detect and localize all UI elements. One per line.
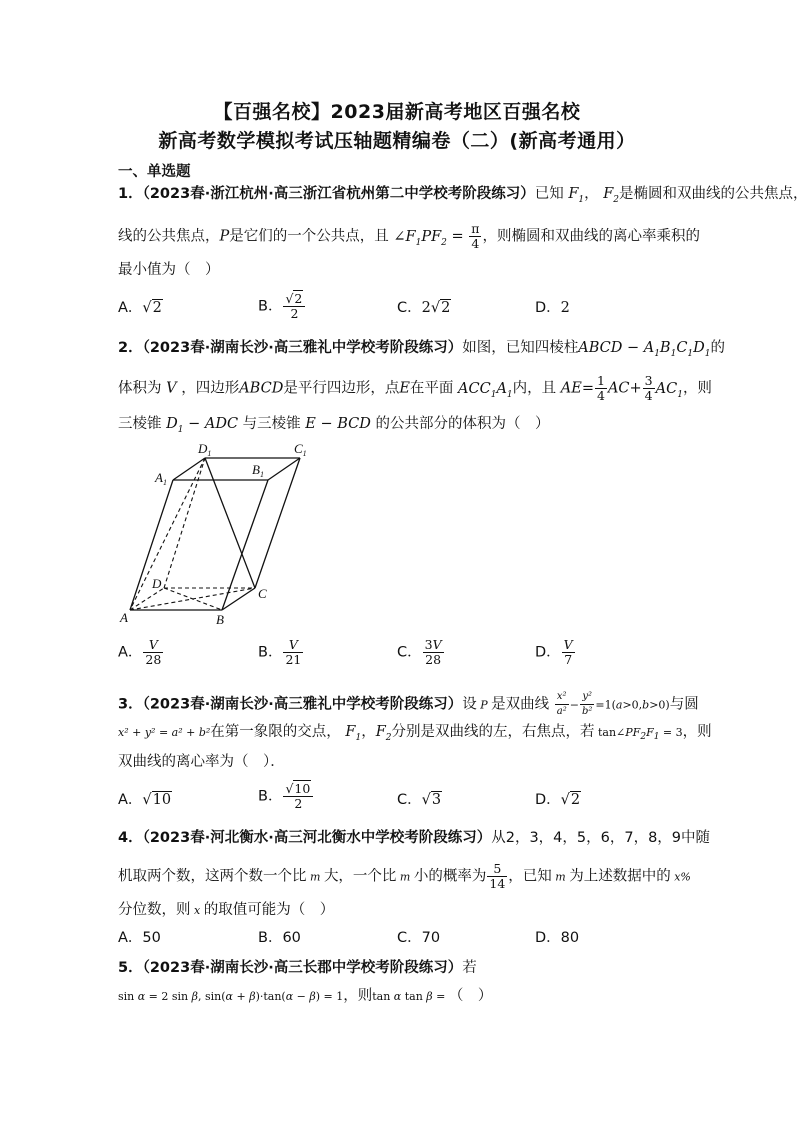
label-b1: $B_1$ <box>252 462 264 479</box>
page-title-line1: 【百强名校】2023届新高考地区百强名校 <box>213 101 581 123</box>
label-a1: $A_1$ <box>155 470 167 487</box>
question-number: 4． <box>118 830 143 846</box>
section-heading: 一、单选题 <box>118 164 191 180</box>
edge-bc <box>222 588 255 610</box>
option-d[interactable]: D．√2 <box>535 792 581 808</box>
option-a[interactable]: A．50 <box>118 930 161 946</box>
question-3-line3: 双曲线的离心率为（ ）． <box>118 754 285 770</box>
option-c[interactable]: C． $\frac{3V}{28}$ <box>397 637 442 667</box>
question-4-line2: 机取两个数，这两个数一个比 m 大，一个比 m 小的概率为 $\frac{5}{14}$ ，已知 m 为上述数据中的 x% <box>118 861 691 891</box>
question-2-line1: 2．（2023春·湖南长沙·高三雅礼中学校考阶段练习）如图，已知四棱柱ABCD − $A_1B_1C_1D_1$的 <box>118 340 726 359</box>
question-source: （2023春·湖南长沙·高三长郡中学校考阶段练习） <box>142 960 463 976</box>
label-d1: $D_1$ <box>198 441 212 458</box>
option-b[interactable]: B．60 <box>258 930 301 946</box>
option-a[interactable]: A．√2 <box>118 300 162 316</box>
page-title-line2: 新高考数学模拟考试压轴题精编卷（二）(新高考通用） <box>158 130 636 152</box>
label-d: D <box>152 576 162 591</box>
question-4-line3: 分位数，则 x 的取值可能为（ ） <box>118 902 335 918</box>
edge-dd1 <box>164 458 205 588</box>
edge-a1d1 <box>173 458 205 480</box>
edge-d1c <box>205 458 255 588</box>
question-source: （2023春·湖南长沙·高三雅礼中学校考阶段练习） <box>142 696 463 713</box>
question-3-line2: x² + y² = a² + b²在第一象限的交点， $F_1$，$F_2$分别是双曲线的左，右焦点，若 $\tan\angle PF_2F_1 = 3$，则 <box>118 724 712 743</box>
diag-db <box>164 588 222 610</box>
option-b[interactable]: B． $\frac{√2}{2}$ <box>258 292 306 321</box>
question-1-line2: 线的公共焦点，P是它们的一个公共点，且 $\angle F_1PF_2$ = $\frac{\pi}{4}$ ，则椭圆和双曲线的离心率乘积的 <box>118 221 700 251</box>
question-5-line1: 5．（2023春·湖南长沙·高三长郡中学校考阶段练习）若 <box>118 960 477 976</box>
option-d[interactable]: D． $\frac{V}{7}$ <box>535 637 573 667</box>
option-d[interactable]: D．80 <box>535 930 580 946</box>
question-4-line1: 4．（2023春·河北衡水·高三河北衡水中学校考阶段练习）从2，3，4，5，6，7，8，9中随 <box>118 830 711 846</box>
question-source: （2023春·湖南长沙·高三雅礼中学校考阶段练习） <box>142 340 463 356</box>
option-d[interactable]: D．2 <box>535 300 570 316</box>
label-c1: $C_1$ <box>294 441 307 458</box>
question-number: 3． <box>118 696 143 713</box>
option-b[interactable]: B． $\frac{√10}{2}$ <box>258 782 314 811</box>
question-source: （2023春·河北衡水·高三河北衡水中学校考阶段练习） <box>142 830 492 846</box>
edge-d1a <box>130 458 205 610</box>
label-a: A <box>120 610 128 625</box>
option-a[interactable]: A． $\frac{V}{28}$ <box>118 637 162 667</box>
option-a[interactable]: A．√10 <box>118 792 172 808</box>
edge-b1c1 <box>268 458 300 480</box>
option-c[interactable]: C．70 <box>397 930 441 946</box>
question-number: 5． <box>118 960 143 976</box>
label-c: C <box>258 586 267 601</box>
option-b[interactable]: B． $\frac{V}{21}$ <box>258 637 302 667</box>
question-2-line3: 三棱锥 $D_1$ − ADC 与三棱锥 E − BCD 的公共部分的体积为（ ） <box>118 416 550 435</box>
question-1-line1: 1．（2023春·浙江杭州·高三浙江省杭州第二中学校考阶段练习）已知 $F_1$， $F_2$是椭圆和双曲线的公共焦点， <box>118 186 808 205</box>
question-1-line3: 最小值为（ ） <box>118 262 220 278</box>
option-c[interactable]: C．2√2 <box>397 300 451 316</box>
label-b: B <box>216 612 224 627</box>
question-number: 1． <box>118 186 143 202</box>
question-source: （2023春·浙江杭州·高三浙江省杭州第二中学校考阶段练习） <box>142 186 535 202</box>
question-3-line1: 3．（2023春·湖南长沙·高三雅礼中学校考阶段练习）设 P 是双曲线 $\frac{\text{x²}}{\text{a²}}$ − $\frac{\text{y²}}{\text{b²}}$ =1(a>0,b>0)与圆 <box>118 691 699 717</box>
prism-figure <box>118 438 307 627</box>
option-c[interactable]: C．√3 <box>397 792 442 808</box>
question-5-line2: sin α = 2 sin β, sin(α + β)·tan(α − β) = 1，则tan α tan β = （ ） <box>118 988 493 1004</box>
question-2-line2: 体积为 V ，四边形ABCD是平行四边形，点E在平面 $ACC_1A_1$内，且 AE= $\frac{1}{4}$ AC+ $\frac{3}{4}$ $AC_1$，则 <box>118 373 712 403</box>
question-number: 2． <box>118 340 143 356</box>
